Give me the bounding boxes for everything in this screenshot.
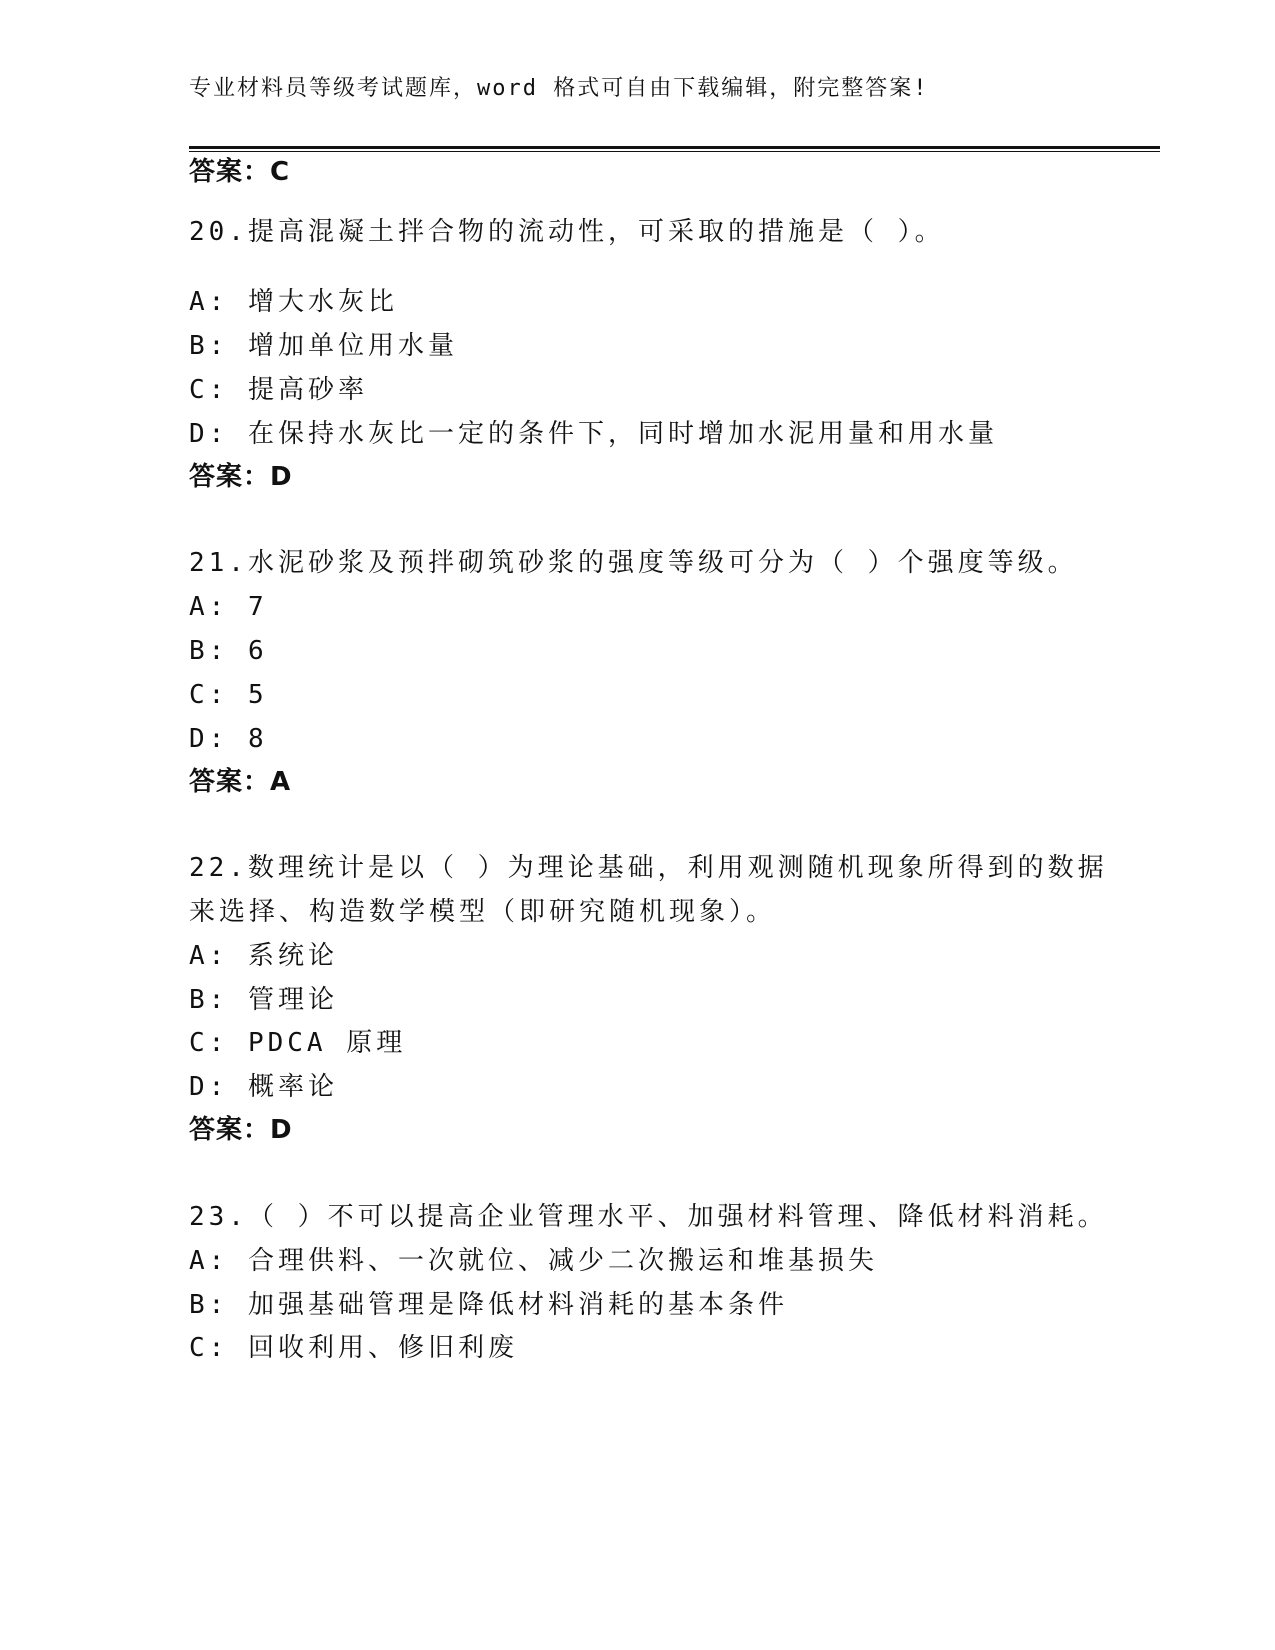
question-20: 20.提高混凝土拌合物的流动性，可采取的措施是（ ）。 <box>189 217 945 247</box>
question-22-line1: 22.数理统计是以（ ）为理论基础，利用观测随机现象所得到的数据 <box>189 853 1108 883</box>
answer-19: 答案：C <box>189 157 291 187</box>
option-23-c: C: 回收利用、修旧利废 <box>189 1333 518 1363</box>
page-header: 专业材料员等级考试题库，word 格式可自由下载编辑，附完整答案! <box>189 76 929 101</box>
option-23-a: A: 合理供料、一次就位、减少二次搬运和堆基损失 <box>189 1246 878 1276</box>
option-20-b: B: 增加单位用水量 <box>189 331 458 361</box>
answer-22: 答案：D <box>189 1115 293 1145</box>
option-21-b: B: 6 <box>189 636 268 666</box>
option-21-c: C: 5 <box>189 680 268 710</box>
header-divider-thin <box>189 151 1160 152</box>
option-22-c: C: PDCA 原理 <box>189 1028 407 1058</box>
option-22-a: A: 系统论 <box>189 941 338 971</box>
option-22-d: D: 概率论 <box>189 1072 338 1102</box>
option-20-a: A: 增大水灰比 <box>189 287 398 317</box>
question-22-line2: 来选择、构造数学模型（即研究随机现象）。 <box>189 897 777 927</box>
option-22-b: B: 管理论 <box>189 985 338 1015</box>
option-23-b: B: 加强基础管理是降低材料消耗的基本条件 <box>189 1290 788 1320</box>
option-20-c: C: 提高砂率 <box>189 375 368 405</box>
question-21: 21.水泥砂浆及预拌砌筑砂浆的强度等级可分为（ ）个强度等级。 <box>189 548 1078 578</box>
option-21-a: A: 7 <box>189 592 268 622</box>
header-divider <box>189 146 1160 149</box>
answer-21: 答案：A <box>189 767 292 797</box>
option-20-d: D: 在保持水灰比一定的条件下，同时增加水泥用量和用水量 <box>189 419 998 449</box>
option-21-d: D: 8 <box>189 724 268 754</box>
answer-20: 答案：D <box>189 462 293 492</box>
question-23: 23.（ ）不可以提高企业管理水平、加强材料管理、降低材料消耗。 <box>189 1202 1108 1232</box>
